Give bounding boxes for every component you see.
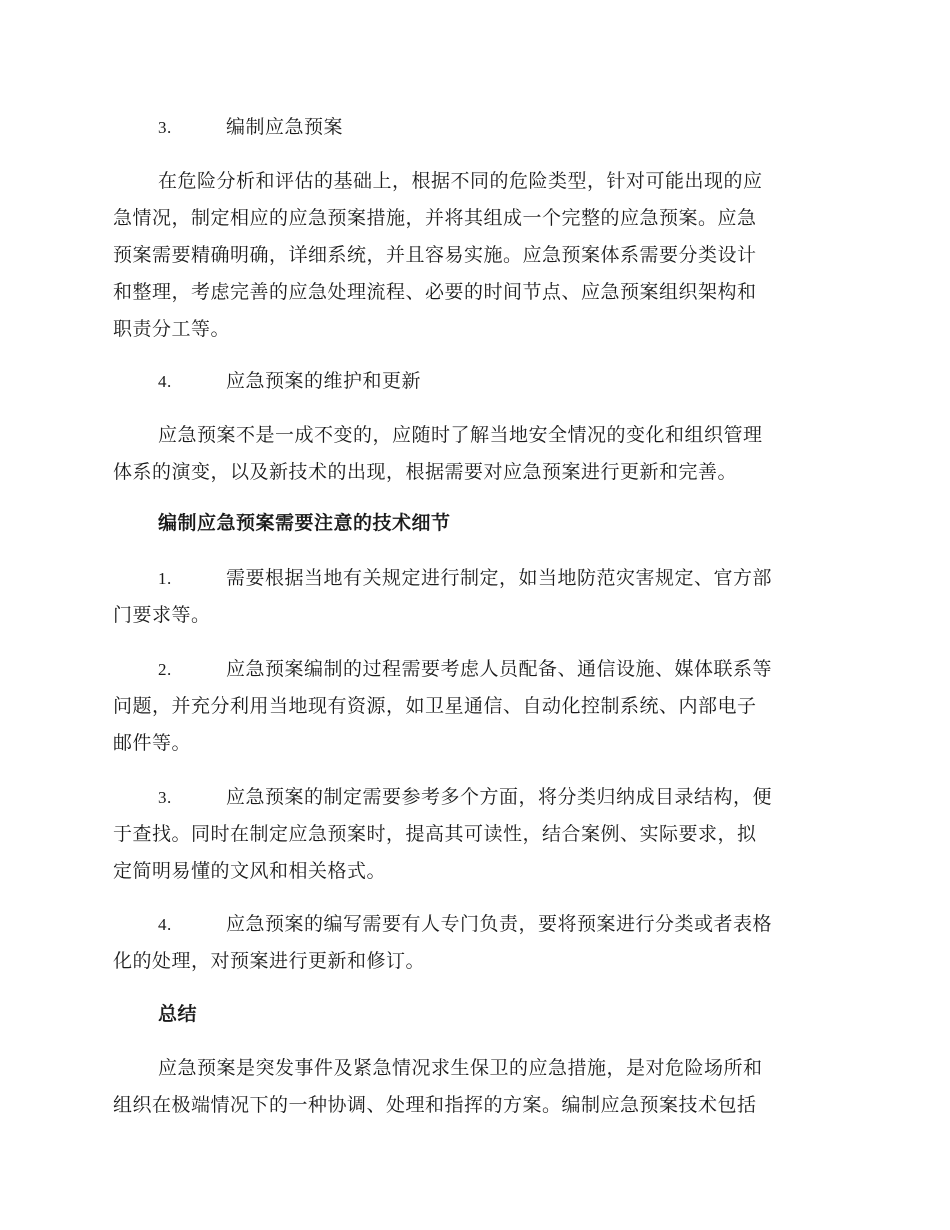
list-item-text: 定简明易懂的文风和相关格式。 — [113, 860, 387, 882]
paragraph-line: 预案需要精确明确，详细系统，并且容易实施。应急预案体系需要分类设计 — [113, 244, 757, 266]
list-item-text: 需要根据当地有关规定进行制定，如当地防范灾害规定、官方部 — [226, 567, 773, 589]
list-item-text: 邮件等。 — [113, 732, 192, 754]
list-item-3-compile-plan — [113, 109, 833, 146]
list-item-text: 应急预案的维护和更新 — [226, 370, 422, 392]
list-item-text: 门要求等。 — [113, 604, 211, 626]
list-number: 1. — [158, 569, 172, 588]
list-item-4-maintain-plan — [113, 363, 833, 400]
list-item-text: 应急预案编制的过程需要考虑人员配备、通信设施、媒体联系等 — [226, 658, 773, 680]
detail-item-1 — [113, 560, 833, 634]
paragraph-line: 应急预案不是一成不变的，应随时了解当地安全情况的变化和组织管理 — [158, 424, 763, 446]
paragraph-line: 职责分工等。 — [113, 318, 231, 340]
paragraph-compile-plan — [113, 163, 833, 348]
section-heading-technical-details: 编制应急预案需要注意的技术细节 — [158, 512, 451, 534]
paragraph-line: 和整理，考虑完善的应急处理流程、必要的时间节点、应急预案组织架构和 — [113, 281, 757, 303]
list-item-text: 问题，并充分利用当地现有资源，如卫星通信、自动化控制系统、内部电子 — [113, 695, 757, 717]
list-item-text: 化的处理，对预案进行更新和修订。 — [113, 950, 426, 972]
list-item-text: 应急预案的编写需要有人专门负责，要将预案进行分类或者表格 — [226, 913, 773, 935]
paragraph-line: 组织在极端情况下的一种协调、处理和指挥的方案。编制应急预案技术包括 — [113, 1094, 757, 1116]
paragraph-line: 应急预案是突发事件及紧急情况求生保卫的应急措施，是对危险场所和 — [158, 1057, 763, 1079]
paragraph-line: 在危险分析和评估的基础上，根据不同的危险类型，针对可能出现的应 — [158, 170, 763, 192]
list-item-text: 应急预案的制定需要参考多个方面，将分类归纳成目录结构，便 — [226, 786, 773, 808]
list-number: 2. — [158, 660, 172, 679]
paragraph-summary — [113, 1050, 833, 1124]
detail-item-2 — [113, 651, 833, 762]
paragraph-line: 体系的演变，以及新技术的出现，根据需要对应急预案进行更新和完善。 — [113, 461, 738, 483]
detail-item-4 — [113, 906, 833, 980]
list-item-text: 于查找。同时在制定应急预案时，提高其可读性，结合案例、实际要求，拟 — [113, 823, 757, 845]
list-number: 3. — [158, 118, 172, 137]
list-number: 3. — [158, 788, 172, 807]
detail-item-3 — [113, 779, 833, 890]
paragraph-maintain-plan — [113, 417, 833, 491]
paragraph-line: 急情况，制定相应的应急预案措施，并将其组成一个完整的应急预案。应急 — [113, 207, 757, 229]
list-item-text: 编制应急预案 — [226, 116, 344, 138]
list-number: 4. — [158, 372, 172, 391]
list-number: 4. — [158, 915, 172, 934]
section-heading-summary: 总结 — [158, 1003, 198, 1025]
